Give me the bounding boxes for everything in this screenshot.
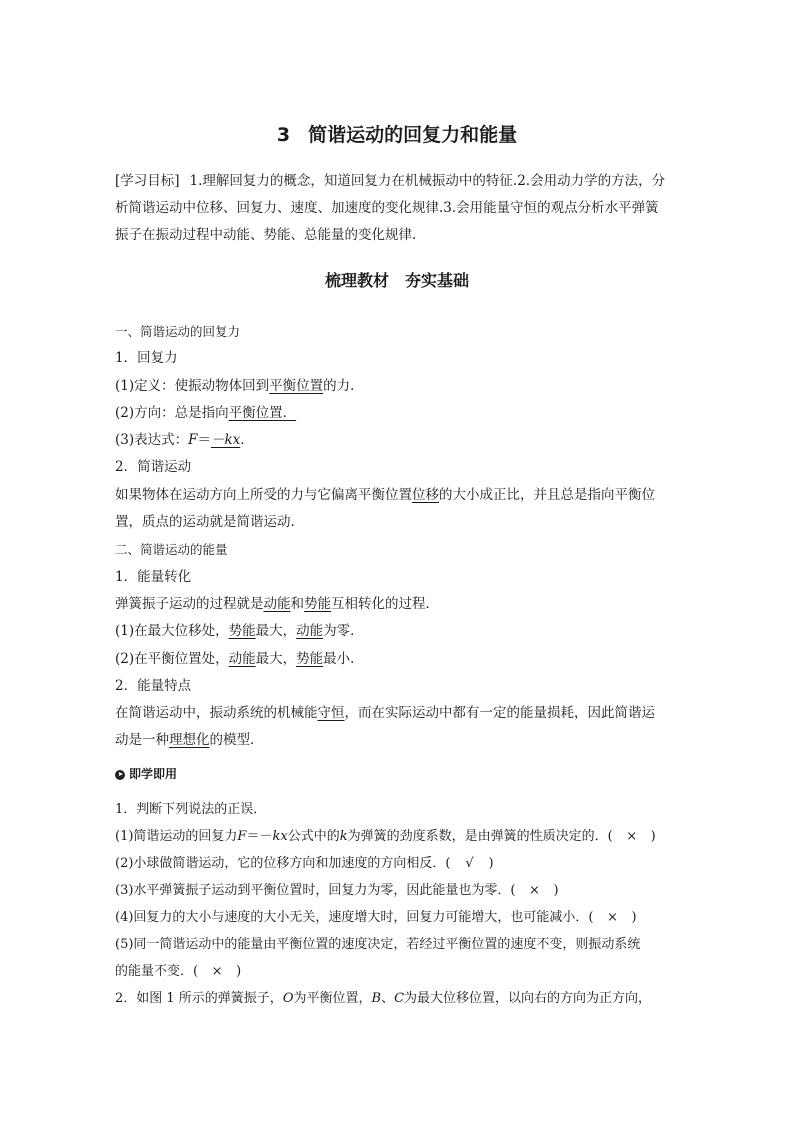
- apply-section: [115, 761, 687, 1012]
- goals-line-2: 析简谐运动中位移、回复力、速度、加速度的变化规律.3.会用能量守恒的观点分析水平弹簧: [115, 200, 659, 216]
- answer-mark: √: [465, 856, 474, 871]
- judgement-2: (2)小球做简谐运动，它的位移方向和加速度的方向相反．( √ ): [115, 850, 687, 877]
- answer-mark: ×: [211, 964, 223, 979]
- energy-line-1: 弹簧振子运动的过程就是动能和势能互相转化的过程．: [115, 595, 439, 612]
- learning-goals: [115, 168, 687, 249]
- energy-line-2: (1)在最大位移处，势能最大，动能为零．: [115, 623, 364, 640]
- subheading-shm: 2．简谐运动: [115, 459, 192, 476]
- play-icon: [115, 770, 125, 780]
- lesson-number: 3: [276, 124, 291, 146]
- direction-line: (2)方向：总是指向平衡位置．: [115, 404, 297, 421]
- answer-mark: ×: [607, 910, 618, 925]
- features-line-2: 动是一种理想化的模型．: [115, 732, 264, 749]
- apply-heading: 即学即用: [115, 761, 687, 788]
- judgement-5-line-1: (5)同一简谐运动中的能量由平衡位置的速度决定，若经过平衡位置的速度不变，则振动系统: [115, 937, 641, 952]
- shm-definition-line-1: 如果物体在运动方向上所受的力与它偏离平衡位置位移的大小成正比，并且总是指向平衡位: [115, 486, 655, 503]
- subheading-energy-features: 2．能量特点: [115, 677, 192, 694]
- heading-restoring-force: 一、简谐运动的回复力: [115, 324, 241, 339]
- goals-tag: [学习目标]: [115, 173, 180, 189]
- goals-line-3: 振子在振动过程中动能、势能、总能量的变化规律.: [115, 227, 417, 243]
- heading-energy: 二、简谐运动的能量: [115, 542, 228, 558]
- lesson-title-text: 简谐运动的回复力和能量: [308, 124, 518, 146]
- lesson-title: [0, 120, 794, 147]
- definition-line: (1)定义：使振动物体回到平衡位置的力．: [115, 377, 364, 394]
- judgement-1: (1)简谐运动的回复力F＝－kx公式中的k为弹簧的劲度系数，是由弹簧的性质决定的．( × ): [115, 823, 687, 850]
- energy-line-3: (2)在平衡位置处，动能最大，势能最小．: [115, 650, 364, 667]
- question-1: 1．判断下列说法的正误．: [115, 802, 267, 817]
- goals-line-1: [学习目标] 1.理解回复力的概念，知道回复力在机械振动中的特征.2.会用动力学的方法，分: [115, 173, 666, 189]
- subheading-restoring-force: 1．回复力: [115, 350, 178, 367]
- question-2: 2．如图 1 所示的弹簧振子，O为平衡位置，B、C为最大位移位置，以向右的方向为正方向，: [115, 991, 652, 1006]
- judgement-5-line-2: 的能量不变．( × ): [115, 958, 687, 985]
- subheading-energy-conversion: 1．能量转化: [115, 568, 192, 585]
- section-heading: 梳理教材 夯实基础: [324, 271, 470, 290]
- shm-definition-line-2: 置，质点的运动就是简谐运动．: [115, 514, 304, 531]
- judgement-3: (3)水平弹簧振子运动到平衡位置时，回复力为零，因此能量也为零．( × ): [115, 877, 687, 904]
- answer-mark: ×: [626, 829, 638, 844]
- features-line-1: 在简谐运动中，振动系统的机械能守恒，而在实际运动中都有一定的能量损耗，因此简谐运: [115, 705, 655, 722]
- answer-mark: ×: [529, 883, 540, 898]
- expression-line: (3)表达式：F＝－kx.: [115, 432, 245, 449]
- content-body: [115, 318, 687, 755]
- judgement-4: (4)回复力的大小与速度的大小无关，速度增大时，回复力可能增大，也可能减小．( × ): [115, 904, 687, 931]
